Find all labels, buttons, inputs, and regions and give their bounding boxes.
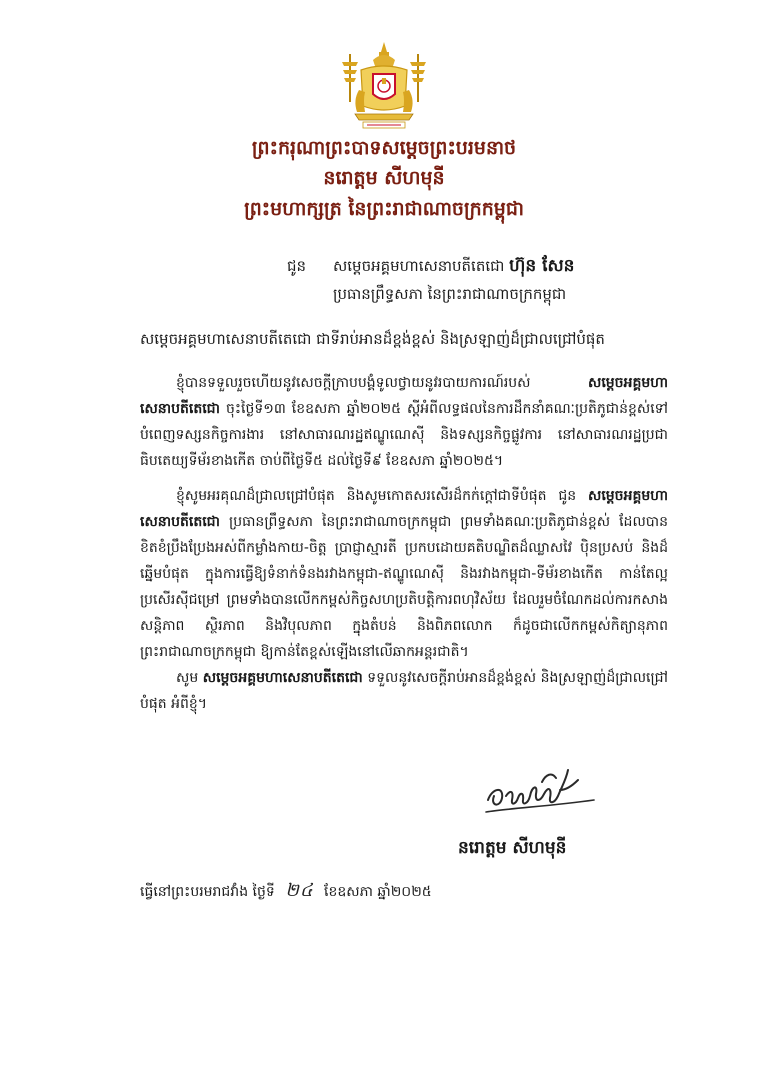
salutation: សម្តេចអគ្គមហាសេនាបតីតេជោ ជាទីរាប់អានដ៏ខ្ពង់ខ្ពស់ និងស្រឡាញ់ដ៏ជ្រាលជ្រៅបំផុត [140, 330, 605, 348]
paragraph-1-text-c: ចុះថ្ងៃទី១៣ ខែឧសភា ឆ្នាំ២០២៥ ស្តីអំពីលទ្ធផលនៃការដឹកនាំគណៈប្រតិភូជាន់ខ្ពស់ទៅបំពេញទស្សនកិច្ចការងារ នៅសាធារណរដ្ឋឥណ្ឌូណេស៊ី និងទស្សនកិច្ចផ្លូវការ នៅសាធារណរដ្ឋប្រជាធិបតេយ្យទីម័រខាងកើត ចាប់ពីថ្ងៃទី៥ ដល់ថ្ងៃទី៩ ខែឧសភា ឆ្នាំ២០២៥។ [140, 401, 668, 469]
paragraph-3-bold: សម្តេចអគ្គមហាសេនាបតីតេជោ [202, 670, 363, 686]
addressee-label: ជូន [287, 257, 307, 275]
royal-title: ព្រះករុណាព្រះបាទសម្តេចព្រះបរមនាថ [251, 137, 517, 159]
king-name: នរោត្តម សីហមុនី [323, 167, 445, 189]
signer-name: នរោត្តម សីហមុនី [458, 838, 567, 858]
paragraph-1 [140, 370, 668, 474]
handwritten-signature [482, 760, 602, 820]
date-line [140, 878, 432, 905]
paragraph-3-text-c: ទទួលនូវសេចក្តីរាប់អានដ៏ខ្ពង់ខ្ពស់ និងស្រឡាញ់ដ៏ជ្រាលជ្រៅបំផុត អំពីខ្ញុំ។ [140, 670, 669, 712]
royal-emblem-icon [335, 40, 433, 132]
paragraph-3-text-a: សូម [176, 670, 203, 686]
paragraph-1-bold: សម្តេចអគ្គមហាសេនាបតីតេជោ [140, 375, 668, 417]
addressee-name: ហ៊ុន សែន [509, 256, 575, 276]
paragraph-1-text-a: ខ្ញុំបានទទួលរួចហើយនូវសេចក្តីក្រាបបង្គំទូលថ្វាយនូវរបាយការណ៍របស់ [176, 375, 589, 391]
addressee-position: ប្រធានព្រឹទ្ធសភា នៃព្រះរាជាណាចក្រកម្ពុជា [333, 285, 567, 303]
date-prefix: ធ្វើនៅព្រះបរមរាជវាំង ថ្ងៃទី [140, 884, 275, 900]
date-day-handwritten: ២៤ [285, 880, 314, 901]
paragraph-3 [140, 665, 668, 717]
addressee-title: សម្តេចអគ្គមហាសេនាបតីតេជោ [333, 257, 505, 275]
king-role: ព្រះមហាក្សត្រ នៃព្រះរាជាណាចក្រកម្ពុជា [244, 198, 524, 220]
paragraph-2-text-a: ខ្ញុំសូមអរគុណដ៏ជ្រាលជ្រៅបំផុត និងសូមកោតសរសើរដ៏កក់ក្តៅជាទីបំផុត ជូន [176, 488, 589, 504]
paragraph-2-bold: សម្តេចអគ្គមហាសេនាបតីតេជោ [140, 488, 668, 530]
date-suffix: ខែឧសភា ឆ្នាំ២០២៥ [324, 884, 432, 900]
paragraph-2-text-c: ប្រធានព្រឹទ្ធសភា នៃព្រះរាជាណាចក្រកម្ពុជា ព្រមទាំងគណៈប្រតិភូជាន់ខ្ពស់ ដែលបានខិតខំប្រឹងប្រែងអស់ពីកម្លាំងកាយ-ចិត្ត ប្រាជ្ញាស្មារតី ប្រកបដោយគតិបណ្ឌិតដ៏ឈ្លាសវៃ ប៉ិនប្រសប់ និងដ៏ឆ្នើមបំផុត ក្នុងការធ្វើឱ្យទំនាក់ទំនងរវាងកម្ពុជា-ឥណ្ឌូណេស៊ី និងរវាងកម្ពុជា-ទីម័រខាងកើត កាន់តែល្អប្រសើរស៊ីជម្រៅ ព្រមទាំងបានលើកកម្ពស់កិច្ចសហប្រតិបត្តិការពហុវិស័យ ដែលរួមចំណែកដល់ការកសាងសន្តិភាព ស្ថិរភាព និងវិបុលភាព ក្នុងតំបន់ និងពិភពលោក ក៏ដូចជាលើកកម្ពស់កិត្យានុភាពព្រះរាជាណាចក្រកម្ពុជា ឱ្យកាន់តែខ្ពស់ឡើងនៅលើឆាកអន្តរជាតិ។ [140, 514, 668, 660]
addressee-line [333, 255, 574, 280]
paragraph-2 [140, 483, 668, 665]
